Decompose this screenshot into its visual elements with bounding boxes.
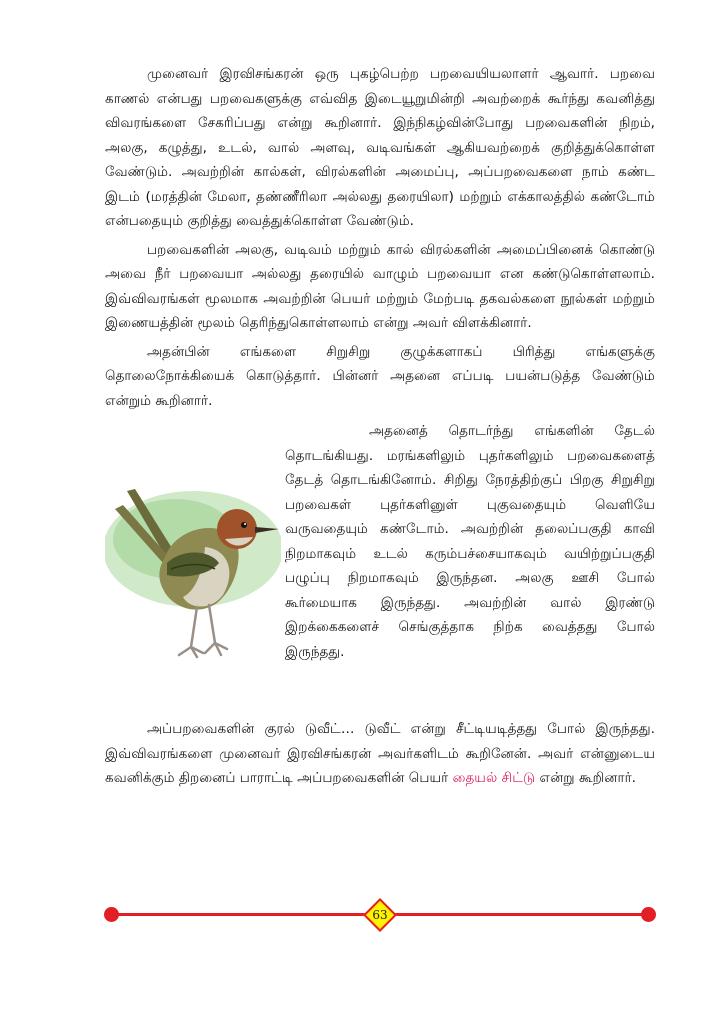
wrap-paragraph: அதனைத் தொடர்ந்து எங்களின் தேடல் தொடங்கியது. மரங்களிலும் புதர்களிலும் பறவைகளைத் தேடத் தொடங்கினோம். சிறிது நேரத்திற்குப் பிறகு சிறுசிறு பறவைகள் புதர்களினுள் புகுவதையும் வெளியே வருவதையும் கண்டோம். அவற்றின் தலைப்பகுதி காவி நிறமாகவும் உடல் கரும்பச்சையாகவும் வயிற்றுப்பகுதி பழுப்பு நிறமாகவும் இருந்தன. அலகு ஊசி போல் கூர்மையாக இருந்தது. அவற்றின் வால் இரண்டு இறக்கைகளைச் செங்குத்தாக நிற்க வைத்தது போல் இருந்தது. — [285, 423, 655, 660]
final-text: அப்பறவைகளின் குரல் டுவீட்… டுவீட் என்று சீட்டியடித்தது போல் இருந்தது. இவ்விவரங்களை முனைவர் இரவிசங்கரன் அவர்களிடம் கூறினேன். அவர் என்னுடைய கவனிக்கும் திறனைப் பாராட்டி அப்பறவைகளின் பெயர் — [105, 721, 655, 786]
paragraph-final — [105, 717, 655, 791]
final-ending: என்று கூறினார். — [539, 770, 636, 786]
page-number: 63 — [372, 908, 388, 922]
footer-dot-right — [641, 907, 656, 922]
page-footer — [100, 895, 660, 935]
bird-name-highlight: தையல் சிட்டு — [452, 770, 536, 786]
paragraph-2: பறவைகளின் அலகு, வடிவம் மற்றும் கால் விரல்களின் அமைப்பினைக் கொண்டு அவை நீர் பறவையா அல்லது தரையில் வாழும் பறவையா என கண்டுகொள்ளலாம். இவ்விவரங்கள் மூலமாக அவற்றின் பெயர் மற்றும் மேற்படி தகவல்களை நூல்கள் மற்றும் இணையத்தின் மூலம் தெரிந்துகொள்ளலாம் என்று அவர் விளக்கினார். — [105, 241, 655, 331]
paragraph-1: முனைவர் இரவிசங்கரன் ஒரு புகழ்பெற்ற பறவையியலாளர் ஆவார். பறவை காணல் என்பது பறவைகளுக்கு எவ்வித இடையூறுமின்றி அவற்றைக் கூர்ந்து கவனித்து விவரங்களை சேகரிப்பது என்று கூறினார். இந்நிகழ்வின்போது பறவைகளின் நிறம், அலகு, கழுத்து, உடல், வால் அளவு, வடிவங்கள் ஆகியவற்றைக் குறித்துக்கொள்ள வேண்டும். அவற்றின் கால்கள், விரல்களின் அமைப்பு, அப்பறவைகளை நாம் கண்ட இடம் (மரத்தின் மேலா, தண்ணீரிலா அல்லது தரையிலா) மற்றும் எக்காலத்தில் கண்டோம் என்பதையும் குறித்து வைத்துக்கொள்ள வேண்டும். — [105, 66, 655, 229]
tailorbird-illustration — [105, 479, 281, 669]
page-number-badge — [362, 897, 398, 933]
paragraph-3: அதன்பின் எங்களை சிறுசிறு குழுக்களாகப் பிரித்து எங்களுக்கு தொலைநோக்கியைக் கொடுத்தார். பின்னர் அதனை எப்படி பயன்படுத்த வேண்டும் என்றும் கூறினார். — [105, 343, 655, 409]
footer-dot-left — [104, 907, 119, 922]
page-body — [105, 62, 655, 795]
figure-block — [105, 419, 655, 709]
